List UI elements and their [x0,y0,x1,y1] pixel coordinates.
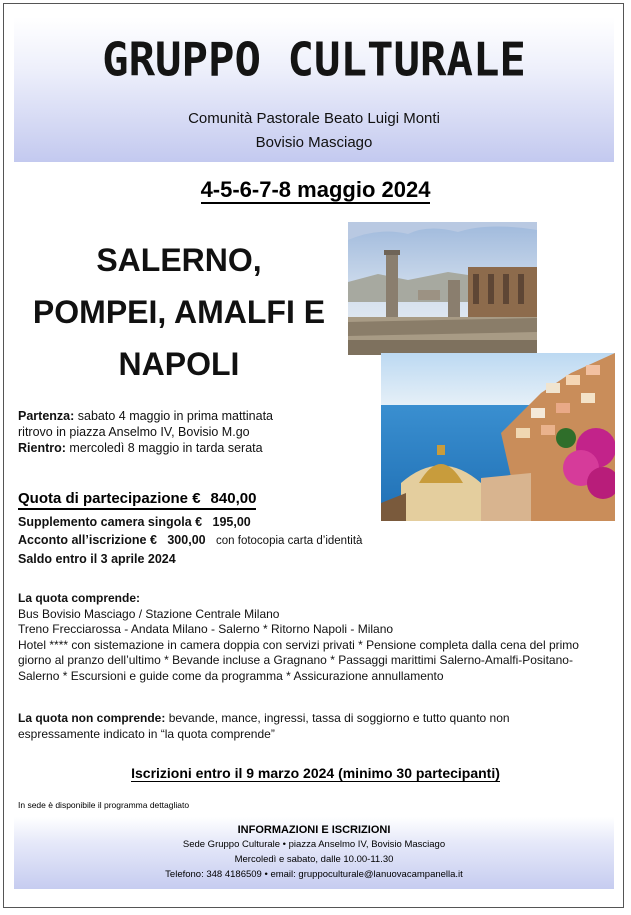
partenza-label: Partenza: [18,409,75,423]
supplemento-label: Supplemento camera singola € [18,515,203,529]
footer-info [14,817,614,889]
prices-block [18,514,362,567]
ritrovo-line: ritrovo in piazza Anselmo IV, Bovisio M.go [18,425,250,439]
destination-line-3: NAPOLI [118,346,240,382]
footer-contacts: Telefono: 348 4186509 • email: gruppoculturale@lanuovacampanella.it [165,869,463,880]
quota-label: Quota di partecipazione € [18,490,201,507]
includes-block [18,591,579,684]
includes-heading: La quota comprende: [18,591,141,605]
departure-block [18,408,273,456]
excludes-text-2: espressamente indicato in “la quota comprende” [18,726,275,741]
excludes-block [18,711,510,742]
quota-value: 840,00 [210,490,257,507]
footer-hours: Mercoledì e sabato, dalle 10.00-11.30 [234,854,394,865]
partenza-line [18,408,273,424]
acconto-value: 300,00 [167,533,206,547]
footer-heading: INFORMAZIONI E ISCRIZIONI [237,824,391,836]
program-note: In sede è disponibile il programma dettagliato [18,800,190,810]
excludes-text-1: bevande, mance, ingressi, tassa di soggiorno e tutto quanto non [168,711,510,725]
pompei-ruins-photo [348,222,537,355]
includes-line-2: Treno Frecciarossa - Andata Milano - Salerno * Ritorno Napoli - Milano [18,622,394,636]
page-title: GRUPPO CULTURALE [102,33,526,88]
supplemento-line [18,514,362,530]
quota-line [18,490,256,510]
destination-title [14,234,344,390]
header-subtitle-parish: Comunità Pastorale Beato Luigi Monti [188,110,440,127]
destination-line-2: POMPEI, AMALFI E [32,294,326,330]
includes-line-3: Hotel **** con sistemazione in camera doppia con servizi privati * Pensione completa dalla cena del primo [18,637,579,652]
excludes-heading: La quota non comprende: [18,711,166,725]
includes-line-4: giorno al pranzo dell’ultimo * Bevande incluse a Gragnano * Passaggi marittimi Salerno-Amalfi-Positano- [18,653,573,667]
supplemento-value: 195,00 [212,515,251,529]
rientro-label: Rientro: [18,441,66,455]
header-subtitle-town: Bovisio Masciago [255,134,373,151]
positano-coast-photo [381,353,615,521]
trip-dates: 4-5-6-7-8 maggio 2024 [200,177,431,202]
includes-line-1: Bus Bovisio Masciago / Stazione Centrale Milano [18,606,280,621]
registration-deadline: Iscrizioni entro il 9 marzo 2024 (minimo 30 partecipanti) [131,765,500,781]
rientro-line [18,440,273,456]
partenza-text: sabato 4 maggio in prima mattinata [77,409,274,423]
acconto-line [18,532,362,549]
acconto-label: Acconto all’iscrizione € [18,533,157,547]
saldo-line: Saldo entro il 3 aprile 2024 [18,552,176,566]
footer-address: Sede Gruppo Culturale • piazza Anselmo IV, Bovisio Masciago [182,839,446,850]
acconto-note: con fotocopia carta d’identità [216,535,363,547]
header-banner [14,17,614,162]
includes-line-5: Salerno * Escursioni e guide come da programma * Assicurazione annullamento [18,668,444,683]
rientro-text: mercoledì 8 maggio in tarda serata [69,441,263,455]
destination-line-1: SALERNO, [96,242,262,278]
excludes-line-1 [18,711,510,727]
